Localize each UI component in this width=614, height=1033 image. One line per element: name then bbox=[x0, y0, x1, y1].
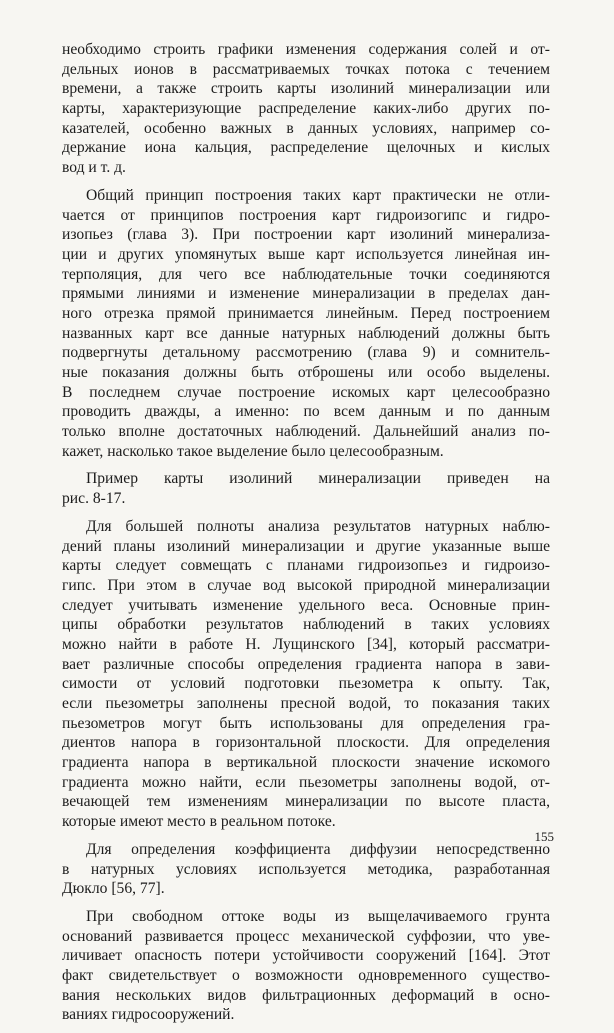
paragraph bbox=[62, 840, 550, 899]
text-line: кажет, насколько такое выделение было целесообразным. bbox=[62, 442, 444, 460]
text-line: рис. 8-17. bbox=[62, 490, 126, 508]
text-line: При свободном оттоке воды из выщелачиваемого грунта bbox=[86, 907, 550, 925]
text-line: вод и т. д. bbox=[62, 159, 126, 177]
text-line: необходимо строить графики изменения содержания солей и от- bbox=[62, 41, 550, 58]
text-line: терполяция, для чего все наблюдательные точки соединяются bbox=[62, 265, 550, 283]
text-line: вает различные способы определения градиента напора в зави- bbox=[62, 655, 550, 673]
text-line: вечающей тем изменениям минерализации по высоте пласта, bbox=[62, 793, 550, 811]
text-line: пьезометров могут быть использованы для определения гра- bbox=[62, 714, 550, 732]
text-line: оснований развивается процесс механической суффозии, что уве- bbox=[62, 927, 550, 945]
paragraph bbox=[62, 469, 550, 508]
text-line: если пьезометры заполнены пресной водой, то показания таких bbox=[62, 695, 550, 712]
text-line: личивает опасность потери устойчивости сооружений [164]. Этот bbox=[62, 947, 550, 965]
text-line: ные показания должны быть отброшены или особо выделены. bbox=[62, 364, 550, 381]
text-line: названных карт все данные натурных наблюдений должны быть bbox=[62, 324, 550, 342]
text-line: подвергнуты детальному рассмотрению (глава 9) и сомнитель- bbox=[62, 344, 550, 362]
text-line: времени, а также строить карты изолиний минерализации или bbox=[62, 80, 550, 98]
paragraph bbox=[62, 186, 550, 462]
text-line: проводить дважды, а именно: по всем данным и по данным bbox=[62, 403, 550, 421]
paragraph bbox=[62, 517, 550, 832]
text-line: только вполне достаточных наблюдений. Дальнейший анализ по- bbox=[62, 423, 550, 441]
text-line: можно найти в работе Н. Лущинского [34], который рассматри- bbox=[62, 635, 550, 653]
text-line: Для большей полноты анализа результатов натурных наблю- bbox=[86, 517, 550, 535]
text-line: чается от принципов построения карт гидроизогипс и гидро- bbox=[62, 206, 550, 224]
page-body bbox=[62, 40, 550, 1033]
text-line: ного отрезка прямой принимается линейным. Перед построением bbox=[62, 304, 550, 322]
text-line: Для определения коэффициента диффузии непосредственно bbox=[86, 840, 550, 858]
paragraph bbox=[62, 907, 550, 1025]
text-line: карты, характеризующие распределение каких-либо других по- bbox=[62, 100, 550, 118]
page-number: 155 bbox=[534, 829, 554, 844]
text-line: градиента можно найти, если пьезометры заполнены водой, от- bbox=[62, 773, 550, 791]
text-line: следует учитывать изменение удельного веса. Основные прин- bbox=[62, 596, 550, 614]
text-line: вания нескольких видов фильтрационных деформаций в осно- bbox=[62, 986, 550, 1004]
text-line: диентов напора в горизонтальной плоскости. Для определения bbox=[62, 734, 550, 752]
text-line: казателей, особенно важных в данных условиях, например со- bbox=[62, 119, 550, 137]
text-line: В последнем случае построение искомых карт целесообразно bbox=[62, 383, 550, 401]
text-line: которые имеют место в реальном потоке. bbox=[62, 813, 336, 831]
paragraph bbox=[62, 40, 550, 178]
text-line: гипс. При этом в случае вод высокой природной минерализации bbox=[62, 576, 550, 594]
text-line: прямыми линиями и изменение минерализации в пределах дан- bbox=[62, 285, 550, 303]
text-line: ваниях гидросооружений. bbox=[62, 1006, 235, 1024]
text-line: дельных ионов в рассматриваемых точках потока с течением bbox=[62, 60, 550, 78]
text-line: симости от условий подготовки пьезометра к опыту. Так, bbox=[62, 675, 550, 693]
text-line: Дюкло [56, 77]. bbox=[62, 880, 165, 898]
text-line: ции и других упомянутых выше карт используется линейная ин- bbox=[62, 245, 550, 263]
text-line: факт свидетельствует о возможности одновременного существо- bbox=[62, 966, 550, 984]
text-line: в натурных условиях используется методика, разработанная bbox=[62, 860, 550, 878]
text-line: Общий принцип построения таких карт практически не отли- bbox=[86, 186, 550, 204]
text-line: карты следует совмещать с планами гидроизопьез и гидроизо- bbox=[62, 557, 550, 575]
text-line: градиента напора в вертикальной плоскости значение искомого bbox=[62, 754, 550, 772]
text-line: дений планы изолиний минерализации и другие указанные выше bbox=[62, 537, 550, 555]
text-line: держание иона кальция, распределение щелочных и кислых bbox=[62, 139, 550, 157]
text-line: Пример карты изолиний минерализации приведен на bbox=[86, 470, 550, 488]
text-line: изопьез (глава 3). При построении карт изолиний минерализа- bbox=[62, 226, 550, 244]
text-line: ципы обработки результатов наблюдений в таких условиях bbox=[62, 616, 550, 634]
